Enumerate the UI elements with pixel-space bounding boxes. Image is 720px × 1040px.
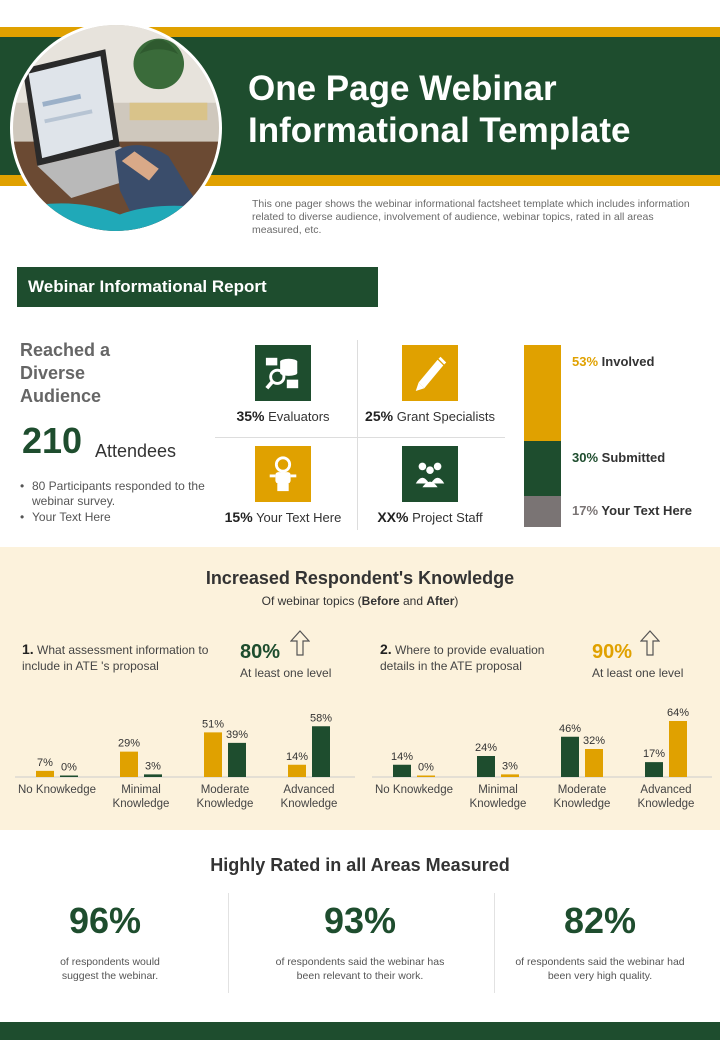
other-label: 17% Your Text Here xyxy=(572,503,692,518)
bar-after xyxy=(60,776,78,778)
chart-assessment-information xyxy=(15,695,360,820)
category-label: Minimal xyxy=(121,784,161,796)
bar-value-label: 0% xyxy=(61,761,77,774)
ratings-title: Highly Rated in all Areas Measured xyxy=(210,855,510,875)
bar-value-label: 14% xyxy=(285,750,309,763)
audience-bullets xyxy=(20,479,205,526)
project-staff-caption: XX% Project Staff xyxy=(377,509,483,525)
category-label: Knowledge xyxy=(469,798,527,810)
bar-before xyxy=(561,737,579,777)
bar-value-label: 64% xyxy=(666,707,690,719)
audience-bullet: • Your Text Here xyxy=(20,510,205,525)
evaluators-icon xyxy=(264,354,302,392)
bar-value-label: 3% xyxy=(502,760,518,773)
bar-after xyxy=(501,774,519,777)
submitted-bar-segment xyxy=(524,441,561,496)
evaluators-caption: 35% Evaluators xyxy=(236,408,330,424)
audience-bullet: • 80 Participants responded to the webinar survey. xyxy=(20,479,205,509)
category-label: Minimal xyxy=(478,784,518,796)
question-1: 1. What assessment information to include in ATE 's proposal xyxy=(22,641,209,673)
title-line-1: One Page Webinar xyxy=(248,69,557,108)
your-text-caption: 15% Your Text Here xyxy=(224,509,342,525)
other-bar-segment xyxy=(524,496,561,527)
knowledge-subtitle: Of webinar topics (Before and After) xyxy=(261,594,459,608)
question-1-percent: 80% xyxy=(240,641,281,663)
involved-label: 53% Involved xyxy=(572,354,655,369)
footer-band xyxy=(0,1022,720,1040)
up-arrow-icon xyxy=(640,630,660,656)
category-label: Advanced xyxy=(283,784,335,796)
bar-value-label: 29% xyxy=(117,737,141,750)
bar-after xyxy=(312,726,330,777)
category-label: Knowledge xyxy=(553,798,611,810)
ratings-divider xyxy=(228,893,229,993)
bar-after xyxy=(417,776,435,778)
page-title xyxy=(248,68,708,152)
rating-text: of respondents said the webinar has been relevant to their work. xyxy=(275,956,445,982)
involved-bar-segment xyxy=(524,345,561,441)
question-2: 2. Where to provide evaluation details in the ATE proposal xyxy=(380,641,545,673)
bar-value-label: 39% xyxy=(225,728,249,741)
rating-percent: 82% xyxy=(563,900,637,941)
attendee-unit: Attendees xyxy=(95,441,177,461)
bar-value-label: 17% xyxy=(642,748,666,761)
team-icon xyxy=(411,455,449,493)
bar-value-label: 24% xyxy=(474,742,498,754)
page-description: This one pager shows the webinar informational factsheet template which includes information related to diverse audience, involvement of audience, webinar topics, rated in all areas measured, etc. xyxy=(252,198,690,236)
bar-after xyxy=(669,721,687,777)
bar-after xyxy=(228,743,246,777)
category-label: Knowledge xyxy=(280,798,338,810)
grid-divider-vertical xyxy=(357,340,358,530)
bar-before xyxy=(393,765,411,777)
rating-percent: 93% xyxy=(323,900,397,941)
bar-value-label: 7% xyxy=(37,756,53,769)
bar-value-label: 32% xyxy=(582,735,606,747)
handshake-icon xyxy=(264,455,302,493)
bar-value-label: 46% xyxy=(558,722,582,735)
bar-value-label: 0% xyxy=(418,761,434,774)
bar-value-label: 51% xyxy=(201,718,225,731)
knowledge-title: Increased Respondent's Knowledge xyxy=(205,568,515,588)
question-2-percent: 90% xyxy=(592,641,633,663)
grant-specialists-tile xyxy=(402,345,458,401)
audience-title: Reached a Diverse Audience xyxy=(20,340,111,406)
header-photo xyxy=(10,22,222,234)
bar-before xyxy=(120,752,138,777)
grant-specialists-caption: 25% Grant Specialists xyxy=(365,408,495,424)
rating-text: of respondents would suggest the webinar. xyxy=(60,956,160,982)
laptop-photo-icon xyxy=(13,25,219,231)
bar-after xyxy=(144,774,162,777)
grid-divider-horizontal xyxy=(215,437,505,438)
category-label: No Knowkedge xyxy=(18,784,96,796)
category-label: Knowledge xyxy=(637,798,695,810)
bar-before xyxy=(288,765,306,777)
question-1-note: At least one level xyxy=(240,666,332,680)
bar-value-label: 3% xyxy=(145,760,161,773)
attendee-count: 210 xyxy=(22,420,83,461)
chart-evaluation-details xyxy=(372,695,717,820)
submitted-label: 30% Submitted xyxy=(572,450,666,465)
question-2-note: At least one level xyxy=(592,666,684,680)
project-staff-tile xyxy=(402,446,458,502)
evaluators-tile xyxy=(255,345,311,401)
bar-before xyxy=(645,762,663,777)
ratings-divider xyxy=(494,893,495,993)
up-arrow-icon xyxy=(290,630,310,656)
category-label: Advanced xyxy=(640,784,692,796)
bar-before xyxy=(477,756,495,777)
pencil-icon xyxy=(411,354,449,392)
bar-value-label: 14% xyxy=(390,750,414,763)
category-label: Knowledge xyxy=(196,798,254,810)
rating-percent: 96% xyxy=(68,900,142,941)
category-label: Moderate xyxy=(200,784,250,796)
bar-before xyxy=(204,732,222,777)
category-label: Moderate xyxy=(557,784,607,796)
bar-after xyxy=(585,749,603,777)
bar-before xyxy=(36,771,54,777)
your-text-tile xyxy=(255,446,311,502)
rating-text: of respondents said the webinar had been very high quality. xyxy=(515,956,685,982)
section-title-bar: Webinar Informational Report xyxy=(17,267,378,307)
category-label: No Knowkedge xyxy=(375,784,453,796)
title-line-2: Informational Template xyxy=(248,111,631,150)
bar-value-label: 58% xyxy=(309,712,333,725)
category-label: Knowledge xyxy=(112,798,170,810)
